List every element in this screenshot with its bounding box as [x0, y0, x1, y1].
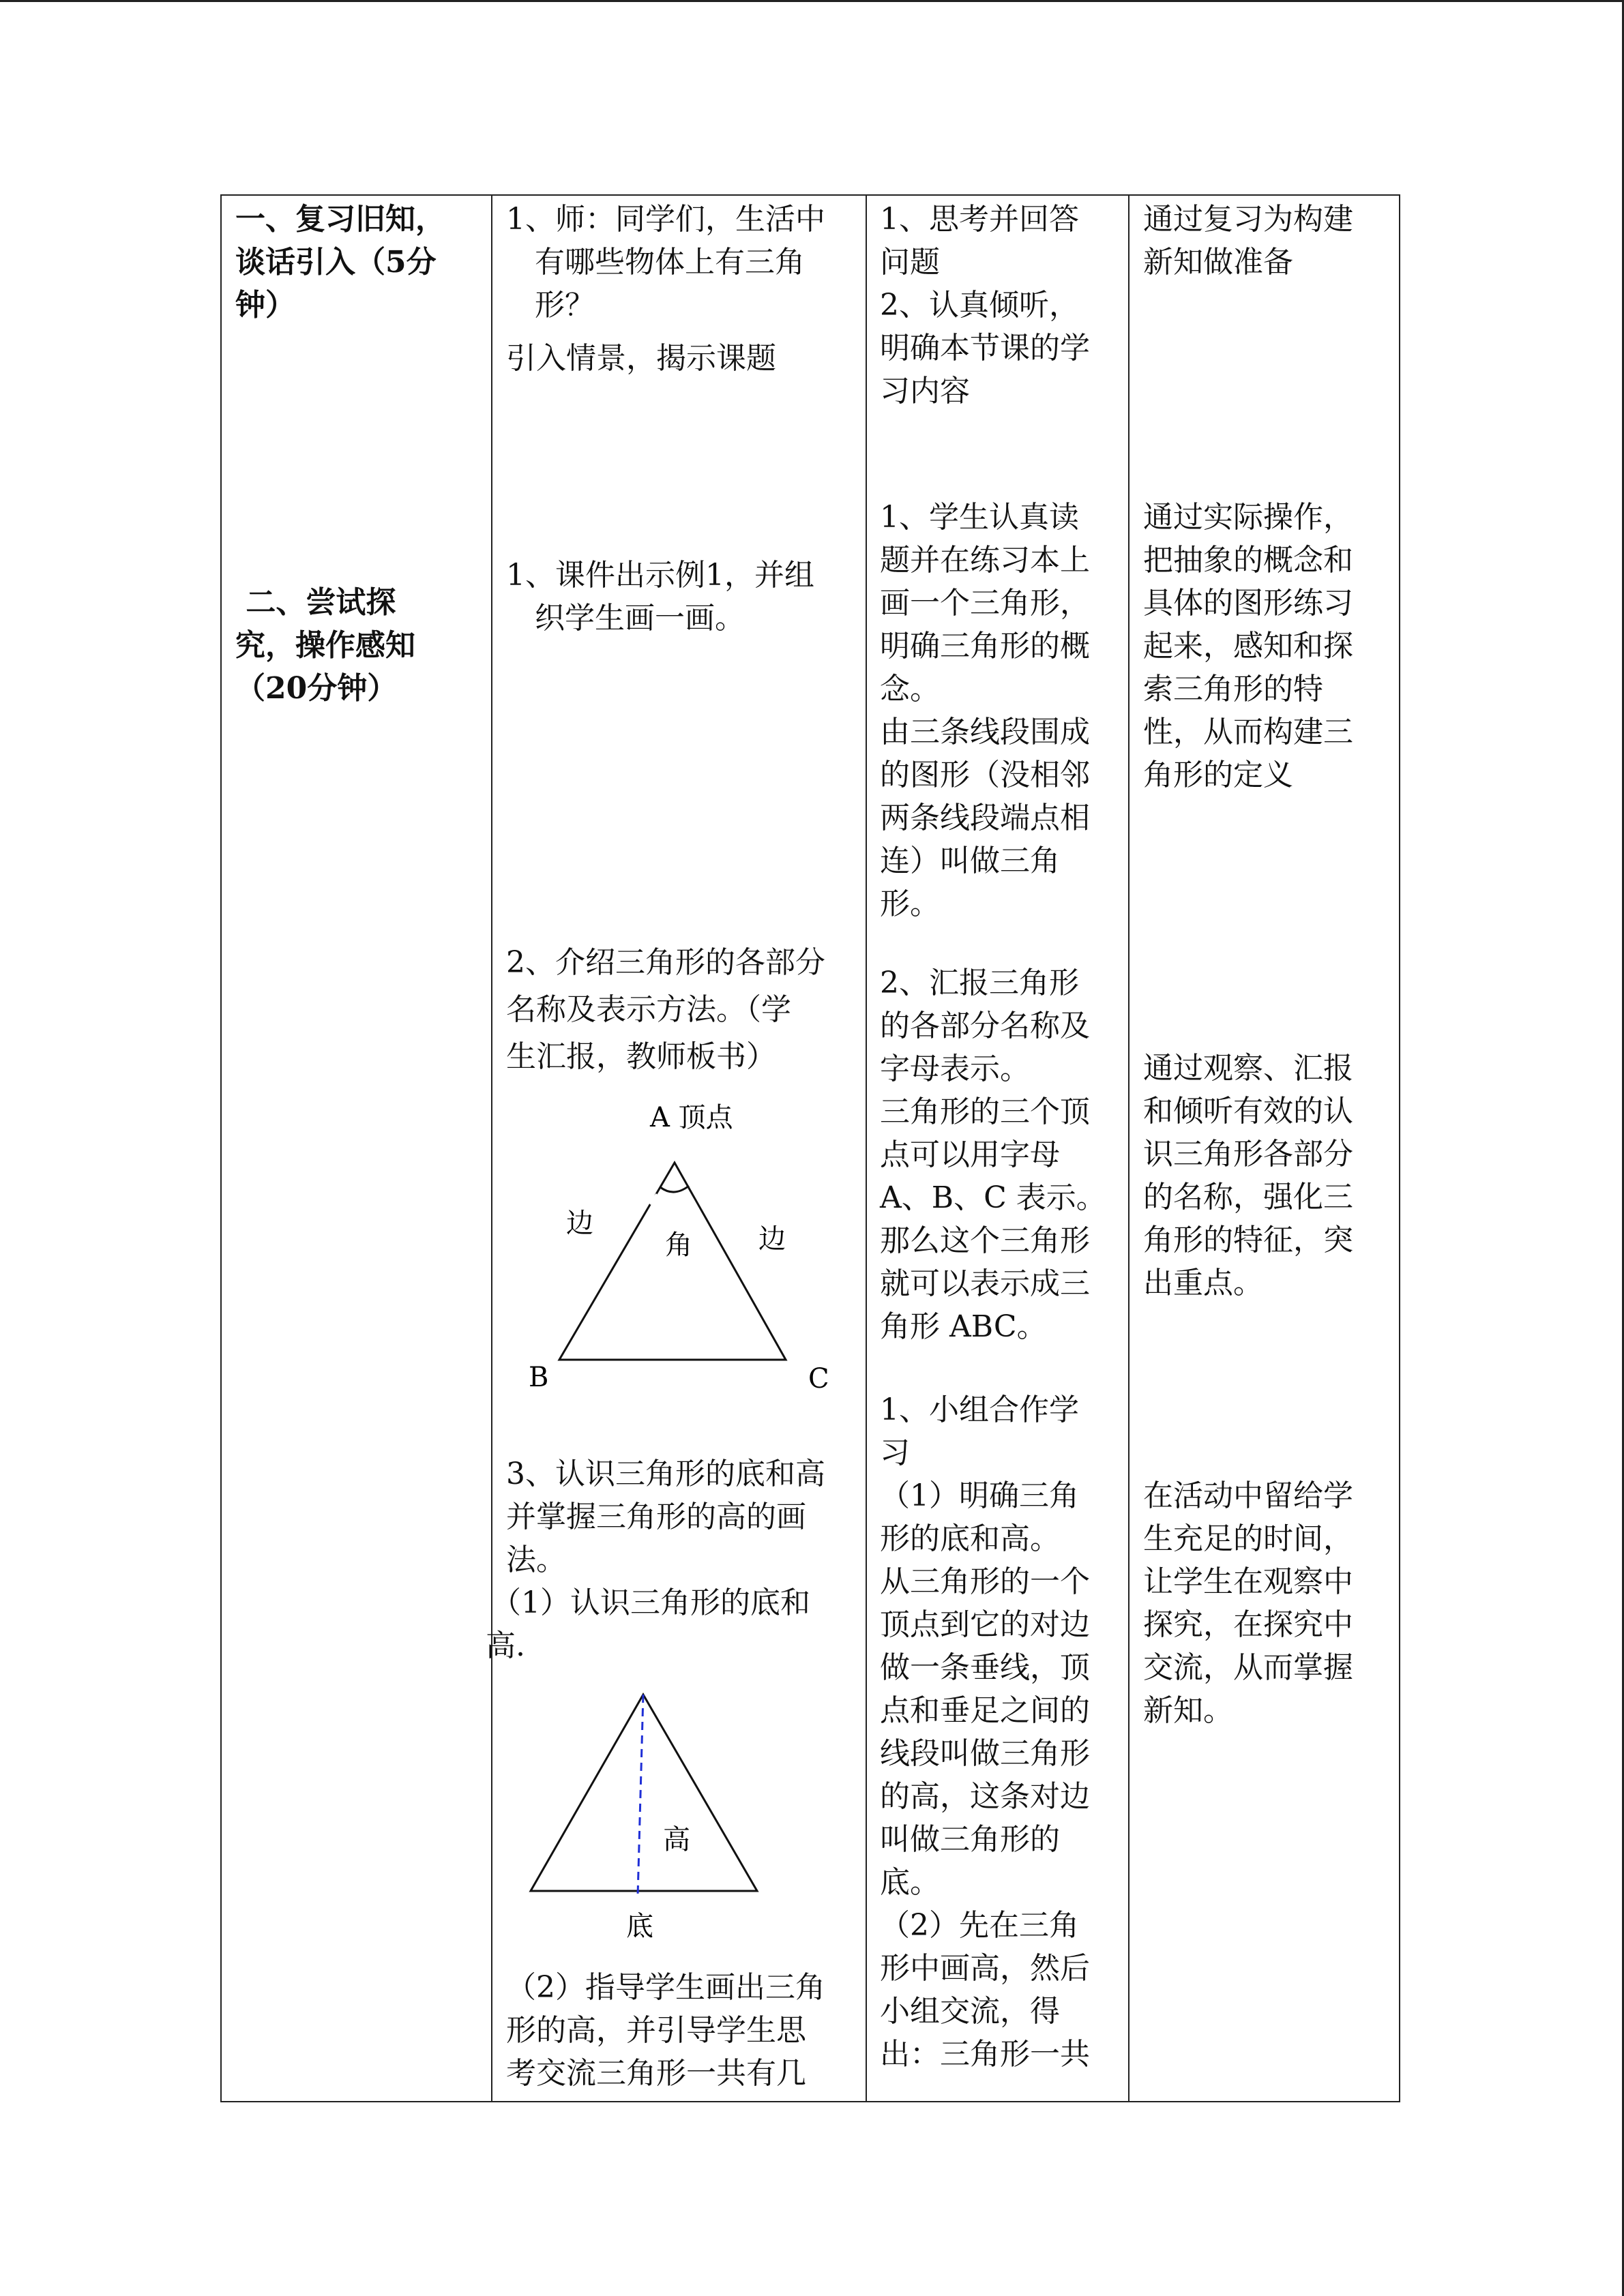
vertex-b-label: B [529, 1362, 549, 1393]
angle-arc [660, 1186, 689, 1192]
purpose-review: 通过复习为构建 新知做准备 [1143, 202, 1353, 280]
column-divider [866, 196, 867, 2101]
teacher-triangle-parts: 2、介绍三角形的各部分 名称及表示方法。（学 生汇报，教师板书） [506, 945, 825, 1074]
purpose-activity: 在活动中留给学 生充足的时间， 让学生在观察中 探究，在探究中 交流，从而掌握 新知。 [1143, 1478, 1353, 1728]
side-left-label: 边 [566, 1208, 593, 1239]
height-line [638, 1695, 643, 1896]
triangle-parts-diagram [506, 1098, 847, 1405]
teacher-question: 1、师：同学们，生活中 有哪些物体上有三角 形？ [506, 202, 825, 323]
page-top-border [0, 0, 1624, 2]
side-right-label: 边 [758, 1223, 786, 1255]
purpose-observe: 通过观察、汇报 和倾听有效的认 识三角形各部分 的名称，强化三 角形的特征，突 出重点。 [1143, 1051, 1353, 1300]
column-divider [491, 196, 492, 2101]
angle-label: 角 [665, 1229, 692, 1261]
vertex-c-label: C [808, 1363, 829, 1395]
teacher-base-height: 3、认识三角形的底和高 并掌握三角形的高的画 法。 [506, 1457, 825, 1577]
purpose-operate: 通过实际操作， 把抽象的概念和 具体的图形练习 起来，感知和探 索三角形的特 性，从而构建三 角形的定义 [1143, 500, 1353, 792]
teacher-know-base-height: （1）认识三角形的底和 [491, 1585, 810, 1620]
teacher-intro-topic: 引入情景，揭示课题 [506, 341, 776, 376]
teacher-example-1: 1、课件出示例1，并组 织学生画一画。 [506, 558, 814, 636]
teacher-know-base-height-cont: 高. [486, 1628, 525, 1663]
teacher-guide-draw-height: （2）指导学生画出三角 形的高，并引导学生思 考交流三角形一共有几 [506, 1970, 825, 2091]
student-report-parts: 2、汇报三角形 的各部分名称及 字母表示。 三角形的三个顶 点可以用字母 A、B、C 表示。 那么这个三角形 就可以表示成三 角形 ABC。 [880, 966, 1106, 1344]
triangle-shape [531, 1695, 757, 1891]
stage-review-intro: 一、复习旧知， 谈话引入（5分 钟） [235, 202, 445, 323]
student-group-work: 1、小组合作学 习 （1）明确三角 形的底和高。 从三角形的一个 顶点到它的对边 做一条垂线，顶 点和垂足之间的 线段叫做三角形 的高，这条对边 叫做三角形的 底。 （2）先在三角 形中画高，然后 小组交流，得 出：三角形一共 [880, 1392, 1090, 2072]
base-label: 底 [626, 1911, 653, 1942]
stage-explore-operate: 二、尝试探 究，操作感知 （20分钟） [235, 585, 415, 706]
height-label: 高 [663, 1824, 690, 1855]
triangle-height-diagram [506, 1678, 813, 1950]
vertex-a-label: A 顶点 [650, 1102, 733, 1133]
student-draw-triangle: 1、学生认真读 题并在练习本上 画一个三角形， 明确三角形的概 念。 由三条线段围成 的图形（没相邻 两条线段端点相 连）叫做三角 形。 [880, 500, 1090, 921]
student-answer-listen: 1、思考并回答 问题 2、认真倾听， 明确本节课的学 习内容 [880, 202, 1090, 408]
column-divider [1128, 196, 1130, 2101]
side-gap [649, 1195, 658, 1204]
